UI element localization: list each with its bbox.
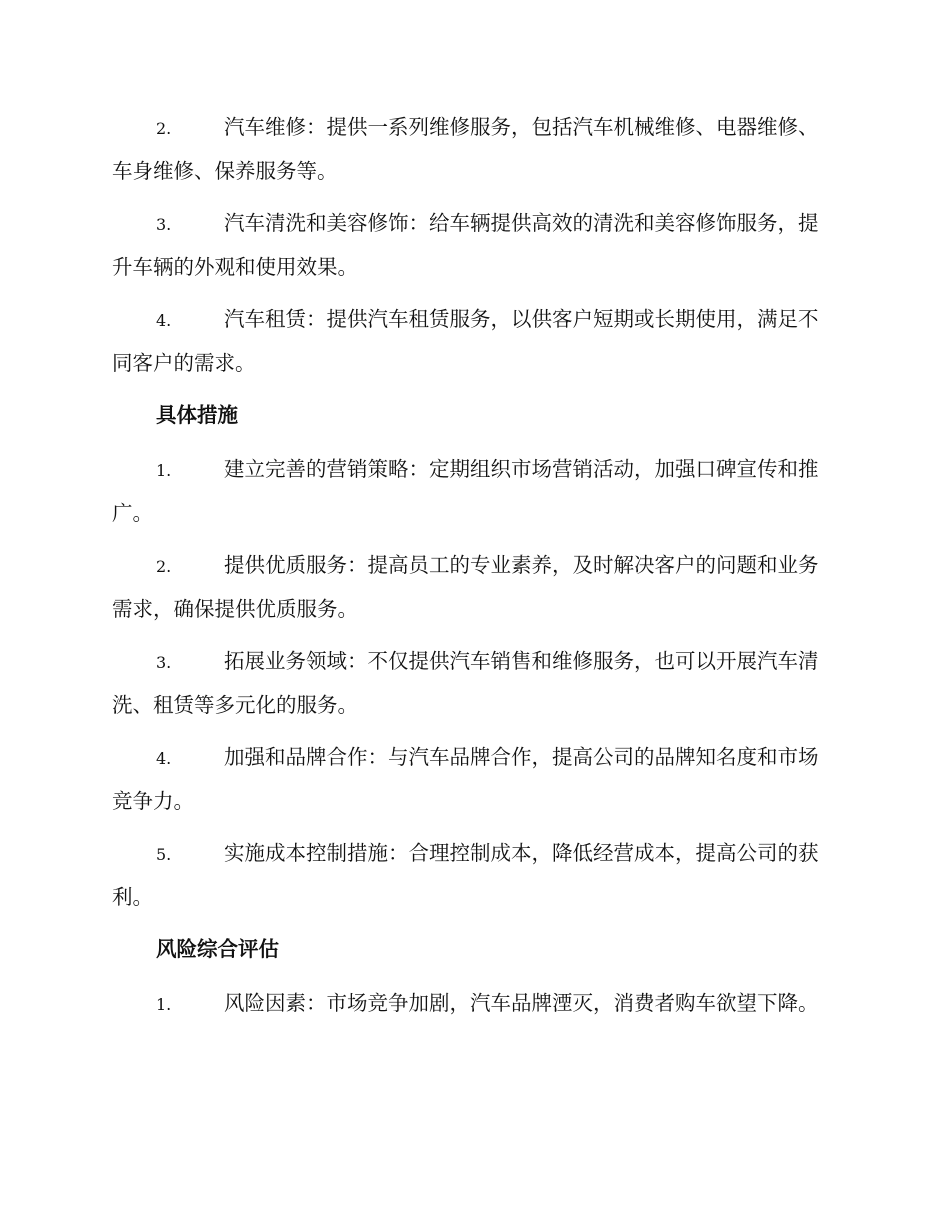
list-number: 4. xyxy=(156,311,172,330)
list-number: 1. xyxy=(156,995,172,1014)
list-number: 2. xyxy=(156,557,172,576)
list-text: 建立完善的营销策略：定期组织市场营销活动，加强口碑宣传和推广。 xyxy=(112,457,819,525)
section-heading-risk: 风险综合评估 xyxy=(156,937,279,961)
list-number: 2. xyxy=(156,119,172,138)
list-item xyxy=(112,832,834,918)
list-item xyxy=(112,448,834,534)
list-number: 5. xyxy=(156,845,172,864)
list-item xyxy=(112,982,834,1026)
list-number: 4. xyxy=(156,749,172,768)
list-text: 汽车租赁：提供汽车租赁服务，以供客户短期或长期使用，满足不同客户的需求。 xyxy=(112,307,819,375)
list-text: 实施成本控制措施：合理控制成本，降低经营成本，提高公司的获利。 xyxy=(112,841,819,909)
list-item xyxy=(112,544,834,630)
list-text: 汽车清洗和美容修饰：给车辆提供高效的清洗和美容修饰服务，提升车辆的外观和使用效果。 xyxy=(112,211,819,279)
list-text: 风险因素：市场竞争加剧，汽车品牌湮灭，消费者购车欲望下降。 xyxy=(224,991,819,1015)
list-item xyxy=(112,298,834,384)
list-number: 3. xyxy=(156,653,172,672)
list-text: 汽车维修：提供一系列维修服务，包括汽车机械维修、电器维修、车身维修、保养服务等。 xyxy=(112,115,819,183)
list-item xyxy=(112,640,834,726)
list-number: 1. xyxy=(156,461,172,480)
list-item xyxy=(112,202,834,288)
list-text: 拓展业务领域：不仅提供汽车销售和维修服务，也可以开展汽车清洗、租赁等多元化的服务。 xyxy=(112,649,819,717)
section-heading-measures: 具体措施 xyxy=(156,403,238,427)
list-item xyxy=(112,106,834,192)
list-number: 3. xyxy=(156,215,172,234)
list-text: 加强和品牌合作：与汽车品牌合作，提高公司的品牌知名度和市场竞争力。 xyxy=(112,745,819,813)
list-text: 提供优质服务：提高员工的专业素养，及时解决客户的问题和业务需求，确保提供优质服务。 xyxy=(112,553,819,621)
document-body xyxy=(112,106,834,1036)
list-item xyxy=(112,736,834,822)
